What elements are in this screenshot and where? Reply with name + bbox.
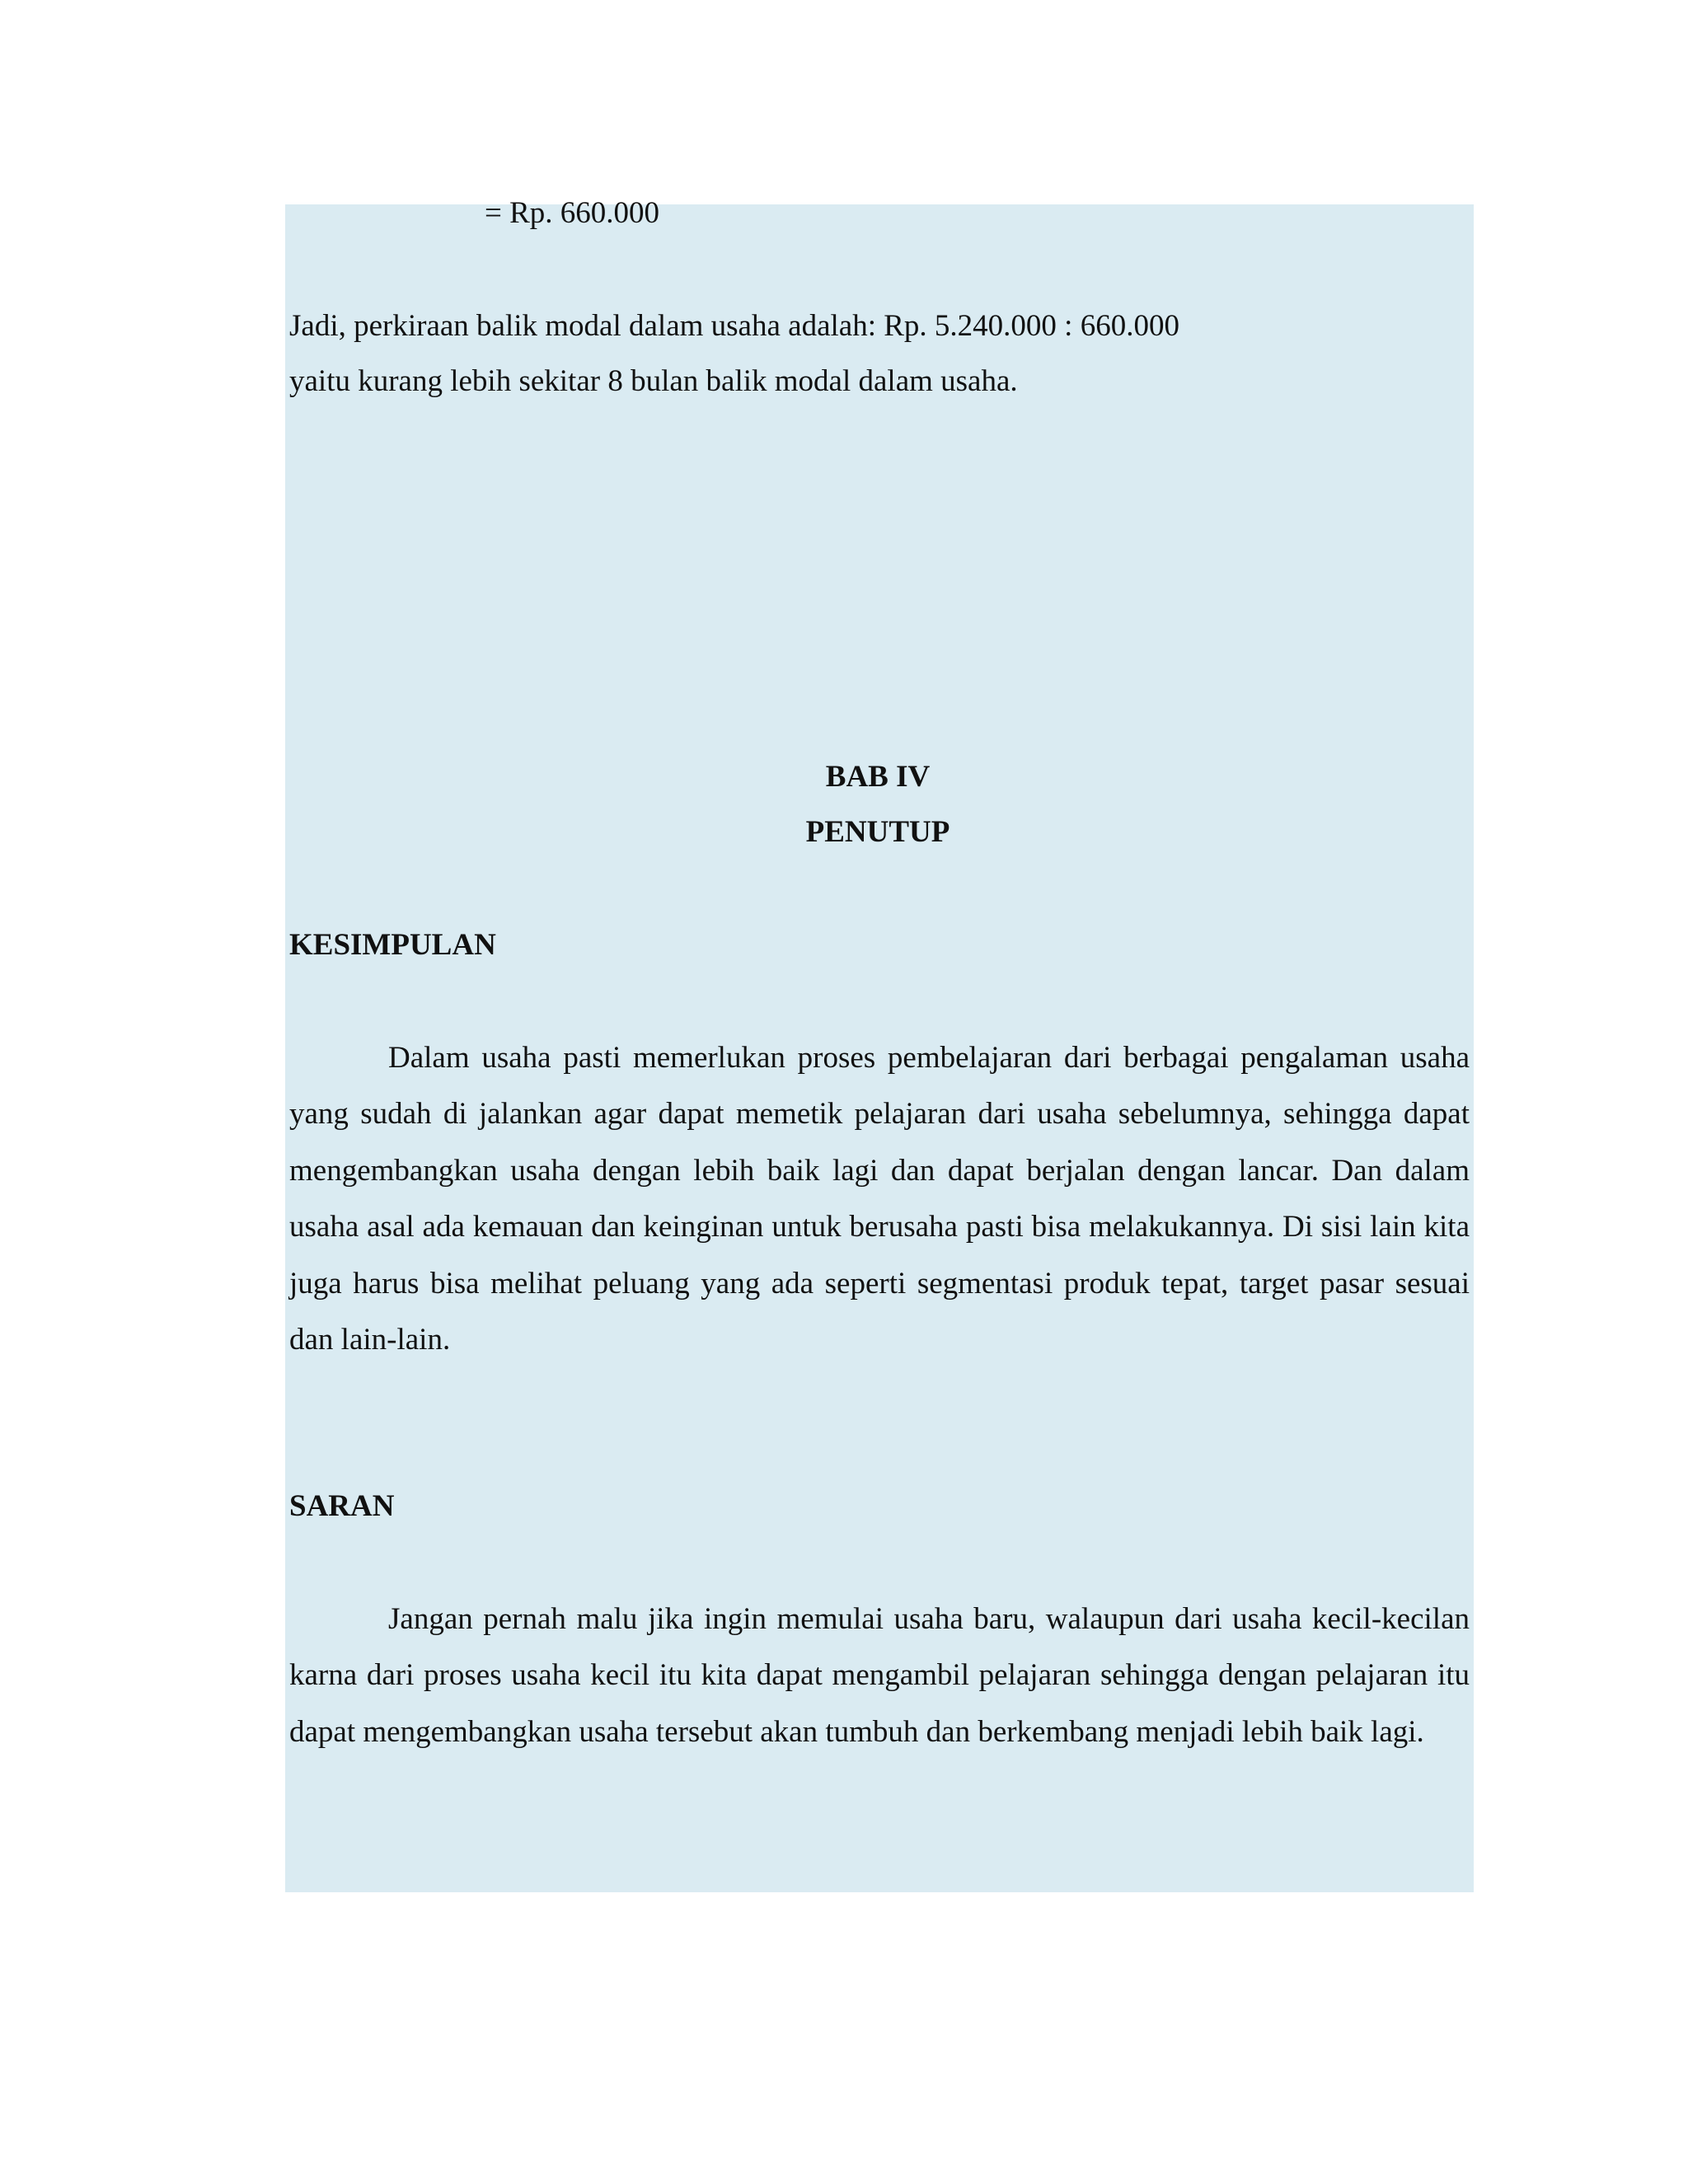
chapter-title: PENUTUP bbox=[805, 815, 950, 849]
kesimpulan-heading: KESIMPULAN bbox=[289, 928, 496, 962]
kesimpulan-paragraph: Dalam usaha pasti memerlukan proses pembelajaran dari berbagai pengalaman usaha yang sudah di jalankan agar dapat memetik pelajaran dari usaha sebelumnya, sehingga dapat mengembangkan usaha dengan lebih baik lagi dan dapat berjalan dengan lancar. Dan dalam usaha asal ada kemauan dan keinginan untuk berusaha pasti bisa melakukannya. Di sisi lain kita juga harus bisa melihat peluang yang ada seperti segmentasi produk tepat, target pasar sesuai dan lain-lain. bbox=[289, 1041, 1470, 1357]
payback-summary-line-2: yaitu kurang lebih sekitar 8 bulan balik modal dalam usaha. bbox=[289, 364, 1018, 398]
saran-heading: SARAN bbox=[289, 1489, 395, 1523]
chapter-number: BAB IV bbox=[825, 760, 931, 794]
payback-summary-line-1: Jadi, perkiraan balik modal dalam usaha adalah: Rp. 5.240.000 : 660.000 bbox=[289, 309, 1179, 343]
saran-paragraph: Jangan pernah malu jika ingin memulai usaha baru, walaupun dari usaha kecil-kecilan karna dari proses usaha kecil itu kita dapat mengambil pelajaran sehingga dengan pelajaran itu dapat mengembangkan usaha tersebut akan tumbuh dan berkembang menjadi lebih baik lagi. bbox=[289, 1602, 1470, 1749]
calculation-result-line: = Rp. 660.000 bbox=[485, 196, 660, 230]
